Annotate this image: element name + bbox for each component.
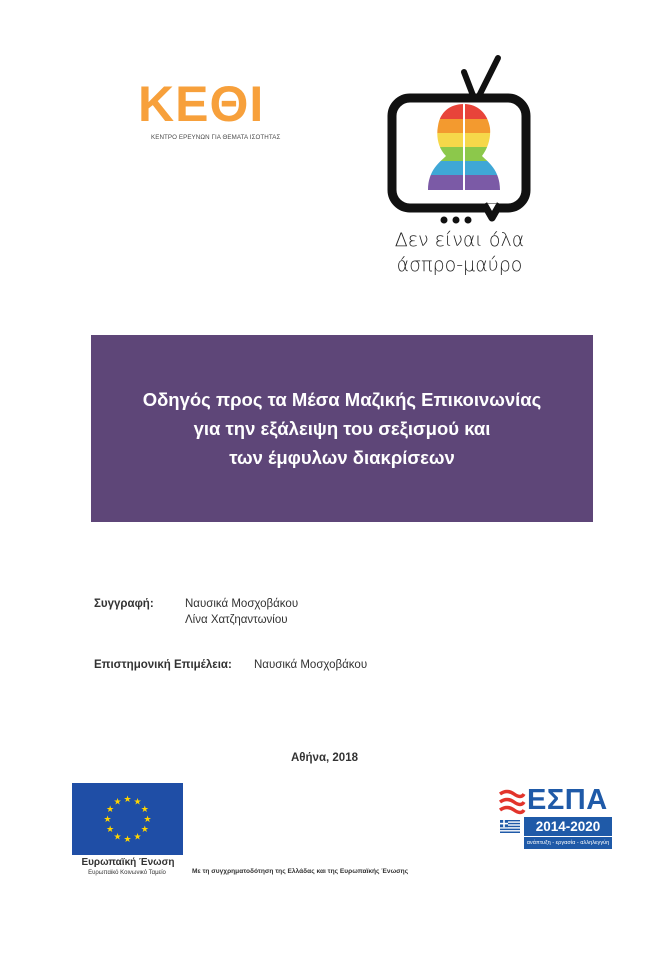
kethi-logo-wordmark: ΚΕΘΙ [138, 76, 265, 132]
svg-text:★: ★ [123, 835, 132, 845]
espa-motto-box [524, 837, 612, 849]
campaign-tagline-line2: άσπρο-μαύρο [396, 254, 523, 276]
espa-motto: ανάπτυξη - εργασία - αλληλεγγύη [526, 840, 610, 846]
svg-text:★: ★ [103, 815, 112, 825]
svg-text:★: ★ [133, 832, 142, 843]
title-line-3: των έμφυλων διακρίσεων [229, 447, 455, 468]
svg-text:★: ★ [113, 832, 122, 843]
svg-text:★: ★ [143, 815, 152, 825]
svg-text:★: ★ [140, 805, 149, 815]
svg-text:★: ★ [113, 797, 122, 808]
eu-stars-icon [72, 783, 183, 855]
campaign-logo [384, 52, 534, 288]
eu-fund-name: Ευρωπαϊκό Κοινωνικό Ταμείο [88, 870, 166, 876]
eu-flag-logo [72, 783, 183, 855]
svg-text:★: ★ [133, 797, 142, 808]
title-box [91, 335, 593, 522]
campaign-tagline-line1: Δεν είναι όλα [394, 229, 525, 251]
place-date: Αθήνα, 2018 [291, 752, 358, 764]
tv-rainbow-silhouette-icon [384, 52, 534, 224]
title-line-2: για την εξάλειψη του σεξισμού και [193, 418, 491, 439]
espa-years-box [524, 817, 612, 836]
title-line-1: Οδηγός προς τα Μέσα Μαζικής Επικοινωνίας [142, 389, 542, 410]
author-name: Ναυσικά Μοσχοβάκου [185, 598, 299, 610]
kethi-logo [138, 76, 294, 150]
espa-waves-icon [498, 786, 526, 816]
kethi-logo-subtitle: ΚΕΝΤΡΟ ΕΡΕΥΝΩΝ ΓΙΑ ΘΕΜΑΤΑ ΙΣΟΤΗΤΑΣ [151, 134, 281, 141]
espa-years: 2014-2020 [535, 819, 601, 834]
svg-text:★: ★ [123, 795, 132, 805]
editor-name: Ναυσικά Μοσχοβάκου [254, 659, 368, 671]
cofinance-note: Με τη συγχρηματοδότηση της Ελλάδας και της Ευρωπαϊκής Ένωσης [192, 868, 409, 875]
editor-label: Επιστημονική Επιμέλεια: [94, 659, 232, 671]
espa-logo [498, 784, 618, 854]
greek-flag-icon [500, 820, 520, 833]
svg-text:★: ★ [140, 825, 149, 835]
authors-label: Συγγραφή: [94, 598, 154, 610]
author-name: Λίνα Χατζηαντωνίου [185, 614, 288, 626]
espa-wordmark: ΕΣΠΑ [527, 784, 608, 816]
eu-name: Ευρωπαϊκή Ένωση [81, 857, 175, 868]
campaign-tagline [382, 228, 537, 278]
svg-text:★: ★ [106, 825, 115, 835]
svg-text:★: ★ [106, 805, 115, 815]
